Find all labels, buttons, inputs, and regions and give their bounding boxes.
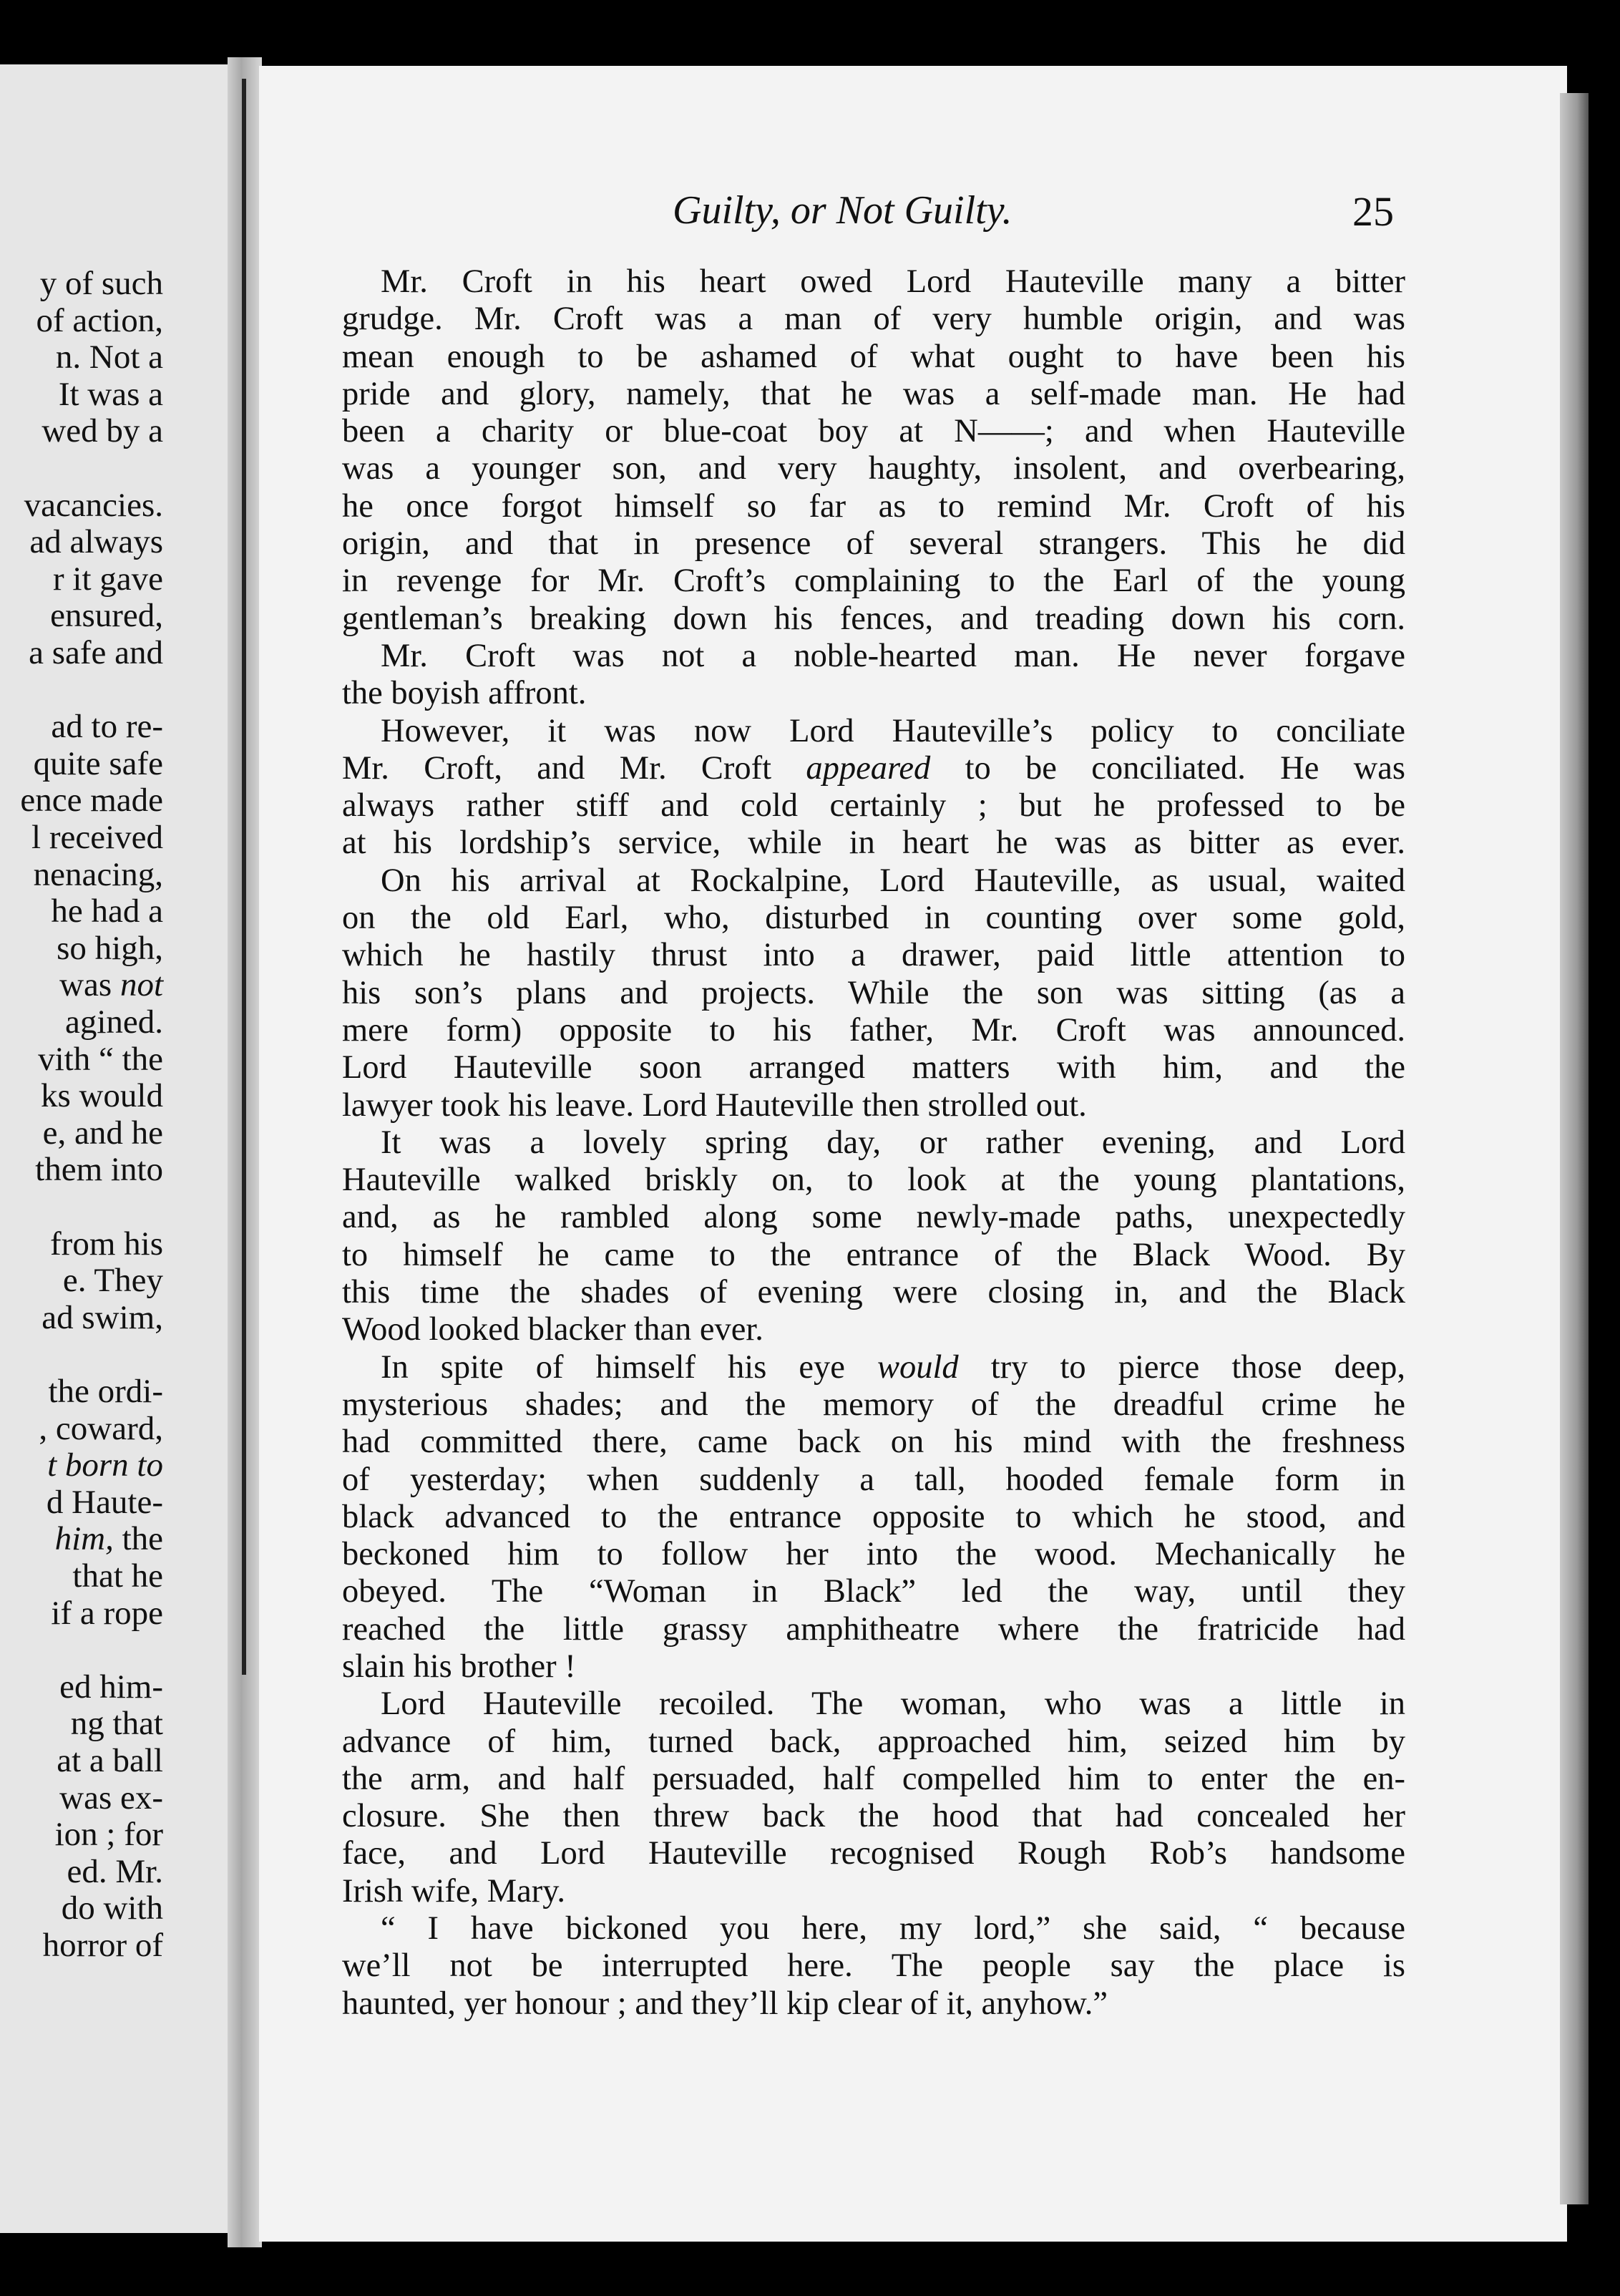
previous-page-line: r it gave: [53, 560, 163, 598]
previous-page-line: vith “ the: [38, 1040, 163, 1078]
previous-page-line: quite safe: [33, 744, 163, 782]
text-line: “ I have bickoned you here, my lord,” she said, “ because: [381, 1910, 1405, 1947]
previous-page-line: him, the: [54, 1520, 163, 1558]
text-line: lawyer took his leave. Lord Hauteville then strolled out.: [342, 1086, 1087, 1124]
text-line: On his arrival at Rockalpine, Lord Hauteville, as usual, waited: [381, 862, 1405, 899]
text-line: mysterious shades; and the memory of the dreadful crime he: [342, 1386, 1405, 1423]
text-line: and, as he rambled along some newly-made paths, unexpectedly: [342, 1199, 1405, 1236]
text-line: However, it was now Lord Hauteville’s policy to conciliate: [381, 712, 1405, 749]
previous-page-line: was ex-: [59, 1779, 163, 1816]
text-line: beckoned him to follow her into the wood. Mechanically he: [342, 1536, 1405, 1573]
previous-page-line: of action,: [36, 301, 163, 339]
text-line: his son’s plans and projects. While the son was sitting (as a: [342, 974, 1405, 1011]
previous-page-line: y of such: [39, 265, 163, 302]
previous-page-line: vacancies.: [24, 486, 163, 524]
previous-page-line: agined.: [64, 1003, 163, 1041]
text-line: in revenge for Mr. Croft’s complaining to the Earl of the young: [342, 563, 1405, 600]
previous-page-line: e. They: [62, 1262, 163, 1300]
text-line: Hauteville walked briskly on, to look at the young plantations,: [342, 1162, 1405, 1199]
previous-page-line: , coward,: [39, 1409, 163, 1447]
text-line: face, and Lord Hauteville recognised Rough Rob’s handsome: [342, 1835, 1405, 1872]
text-line: Lord Hauteville recoiled. The woman, who was a little in: [381, 1685, 1405, 1723]
previous-page-line: so high,: [57, 929, 163, 967]
page-number: 25: [1352, 188, 1394, 235]
text-line: Lord Hauteville soon arranged matters with him, and the: [342, 1049, 1405, 1086]
previous-page-line: e, and he: [42, 1114, 163, 1152]
text-line: Wood looked blacker than ever.: [342, 1311, 763, 1348]
text-line: mean enough to be ashamed of what ought to have been his: [342, 338, 1405, 375]
previous-page-line: It was a: [58, 375, 163, 413]
text-line: In spite of himself his eye would try to pierce those deep,: [381, 1348, 1405, 1386]
previous-page-line: at a ball: [57, 1742, 163, 1779]
text-line: Mr. Croft, and Mr. Croft appeared to be conciliated. He was: [342, 749, 1405, 787]
previous-page-line: them into: [35, 1151, 163, 1189]
previous-page-line: ad to re-: [51, 708, 163, 746]
text-line: slain his brother !: [342, 1648, 576, 1685]
text-line: been a charity or blue-coat boy at N——; and when Hauteville: [342, 413, 1405, 450]
previous-page-line: nenacing,: [33, 855, 163, 893]
spine-shadow-line: [242, 79, 246, 1675]
previous-page-line: ad swim,: [42, 1298, 163, 1336]
previous-page-line: was not: [59, 966, 163, 1004]
previous-page-line: if a rope: [51, 1594, 163, 1632]
previous-page-line: ed. Mr.: [67, 1852, 163, 1890]
text-line: of yesterday; when suddenly a tall, hooded female form in: [342, 1461, 1405, 1498]
previous-page-line: ks would: [40, 1077, 163, 1115]
previous-page-line: ng that: [70, 1705, 163, 1743]
text-line: the boyish affront.: [342, 675, 587, 712]
text-line: to himself he came to the entrance of the Black Wood. By: [342, 1236, 1405, 1273]
text-line: reached the little grassy amphitheatre where the fratricide had: [342, 1610, 1405, 1648]
text-line: on the old Earl, who, disturbed in counting over some gold,: [342, 900, 1405, 937]
previous-page-line: wed by a: [42, 412, 163, 450]
previous-page-line: ion ; for: [54, 1816, 163, 1854]
text-line: grudge. Mr. Croft was a man of very humble origin, and was: [342, 301, 1405, 338]
text-line: Mr. Croft was not a noble-hearted man. He never forgave: [381, 637, 1405, 674]
text-line: gentleman’s breaking down his fences, and treading down his corn.: [342, 600, 1405, 637]
text-line: mere form) opposite to his father, Mr. Croft was announced.: [342, 1011, 1405, 1049]
previous-page-line: n. Not a: [55, 339, 163, 376]
text-line: obeyed. The “Woman in Black” led the way, until they: [342, 1573, 1405, 1610]
previous-page-line: a safe and: [29, 634, 163, 671]
text-line: origin, and that in presence of several strangers. This he did: [342, 525, 1405, 563]
text-line: he once forgot himself so far as to remind Mr. Croft of his: [342, 487, 1405, 525]
text-line: the arm, and half persuaded, half compelled him to enter the en-: [342, 1760, 1405, 1797]
text-line: which he hastily thrust into a drawer, paid little attention to: [342, 937, 1405, 974]
text-line: this time the shades of evening were closing in, and the Black: [342, 1274, 1405, 1311]
previous-page-line: ensured,: [50, 597, 163, 635]
previous-page-line: t born to: [47, 1446, 163, 1484]
text-line: closure. She then threw back the hood that had concealed her: [342, 1798, 1405, 1835]
body-text: [342, 263, 1405, 2023]
previous-page-line: l received: [31, 819, 163, 856]
previous-page-line: ence made: [20, 782, 163, 819]
text-line: pride and glory, namely, that he was a self-made man. He had: [342, 375, 1405, 412]
text-line: advance of him, turned back, approached him, seized him by: [342, 1723, 1405, 1760]
previous-page-line: horror of: [42, 1927, 163, 1964]
text-line: Irish wife, Mary.: [342, 1872, 566, 1910]
text-line: at his lordship’s service, while in heart he was as bitter as ever.: [342, 824, 1405, 862]
text-line: always rather stiff and cold certainly ; but he professed to be: [342, 787, 1405, 824]
previous-page-line: he had a: [51, 892, 163, 930]
previous-page-line: that he: [72, 1557, 163, 1595]
previous-page: [0, 64, 243, 2233]
text-line: haunted, yer honour ; and they’ll kip clear of it, anyhow.”: [342, 1985, 1108, 2022]
text-line: we’ll not be interrupted here. The people say the place is: [342, 1947, 1405, 1985]
text-line: had committed there, came back on his mind with the freshness: [342, 1424, 1405, 1461]
page-edge: [1560, 93, 1589, 2204]
text-line: Mr. Croft in his heart owed Lord Hauteville many a bitter: [381, 263, 1405, 300]
previous-page-line: the ordi-: [48, 1373, 163, 1410]
previous-page-line: do with: [61, 1889, 163, 1927]
text-line: black advanced to the entrance opposite to which he stood, and: [342, 1498, 1405, 1535]
previous-page-line: d Haute-: [46, 1483, 163, 1521]
text-line: was a younger son, and very haughty, insolent, and overbearing,: [342, 450, 1405, 487]
previous-page-line: ed him-: [59, 1668, 163, 1706]
previous-page-line: ad always: [29, 523, 163, 561]
running-head: Guilty, or Not Guilty.: [673, 188, 1012, 233]
text-line: It was a lovely spring day, or rather evening, and Lord: [381, 1124, 1405, 1161]
previous-page-line: from his: [50, 1225, 163, 1263]
